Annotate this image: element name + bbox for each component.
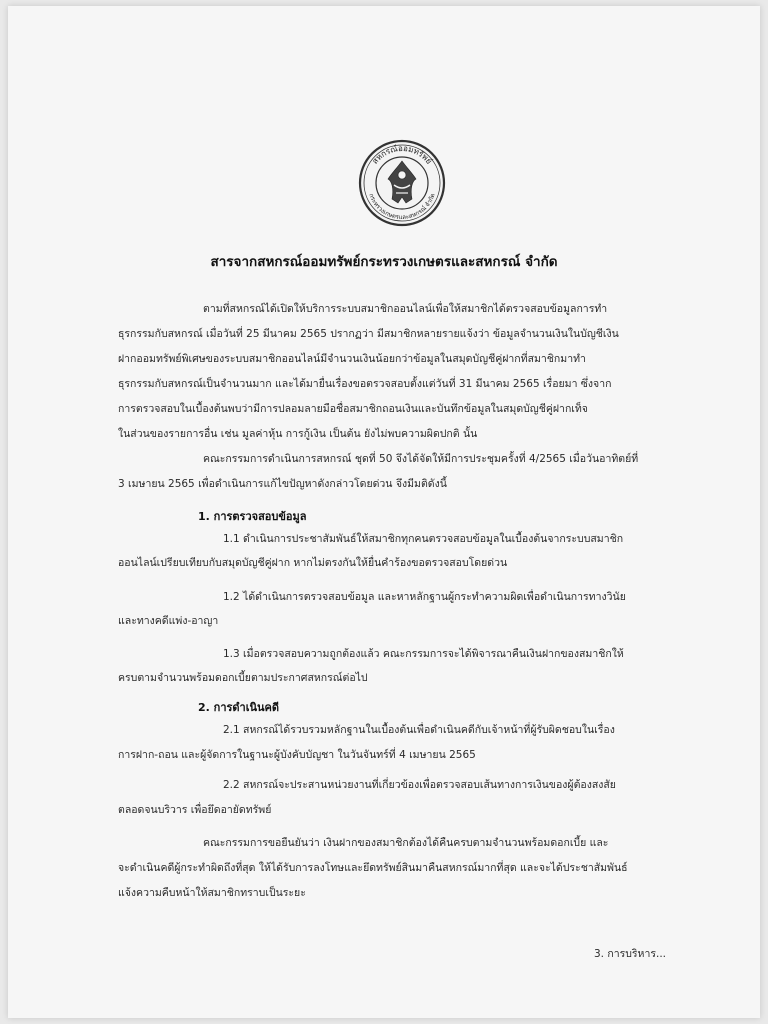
para1-line-1: ตามที่สหกรณ์ได้เปิดให้บริการระบบสมาชิกออนไลน์เพื่อให้สมาชิกได้ตรวจสอบข้อมูลการทำ [203, 303, 608, 315]
para1-line-6: ในส่วนของรายการอื่น เช่น มูลค่าหุ้น การกู้เงิน เป็นต้น ยังไม่พบความผิดปกติ นั้น [118, 428, 478, 440]
para1-line-4: ธุรกรรมกับสหกรณ์เป็นจำนวนมาก และได้มายื่นเรื่องขอตรวจสอบตั้งแต่วันที่ 31 มีนาคม 2565 เรื่อยมา ซึ่งจาก [118, 378, 612, 390]
para3-line-2: จะดำเนินคดีผู้กระทำผิดถึงที่สุด ให้ได้รับการลงโทษและยึดทรัพย์สินมาคืนสหกรณ์มากที่สุด และจะได้ประชาสัมพันธ์ [118, 862, 628, 874]
para2-line-2: 3 เมษายน 2565 เพื่อดำเนินการแก้ไขปัญหาดังกล่าวโดยด่วน จึงมีมติดังนี้ [118, 478, 447, 490]
para3-line-3: แจ้งความคืบหน้าให้สมาชิกทราบเป็นระยะ [118, 887, 306, 899]
section2-heading: 2. การดำเนินคดี [198, 701, 280, 714]
para2-line-1: คณะกรรมการดำเนินการสหกรณ์ ชุดที่ 50 จึงได้จัดให้มีการประชุมครั้งที่ 4/2565 เมื่อวันอาทิตย์ที่ [203, 453, 639, 465]
svg-text:กระทรวงเกษตรและสหกรณ์ จำกัด: กระทรวงเกษตรและสหกรณ์ จำกัด [367, 192, 437, 222]
section1-item3-line-1: 1.3 เมื่อตรวจสอบความถูกต้องแล้ว คณะกรรมการจะได้พิจารณาคืนเงินฝากของสมาชิกให้ [223, 648, 624, 660]
section1-item2-line-2: และทางคดีแพ่ง-อาญา [118, 615, 219, 627]
section1-item1-line-2: ออนไลน์เปรียบเทียบกับสมุดบัญชีคู่ฝาก หากไม่ตรงกันให้ยื่นคำร้องขอตรวจสอบโดยด่วน [118, 557, 508, 569]
para1-line-5: การตรวจสอบในเบื้องต้นพบว่ามีการปลอมลายมือชื่อสมาชิกถอนเงินและบันทึกข้อมูลในสมุดบัญชีคู่ฝากเท็จ [118, 403, 588, 415]
section1-item2-line-1: 1.2 ได้ดำเนินการตรวจสอบข้อมูล และหาหลักฐานผู้กระทำความผิดเพื่อดำเนินการทางวินัย [223, 591, 626, 603]
section2-item2-line-1: 2.2 สหกรณ์จะประสานหน่วยงานที่เกี่ยวข้องเพื่อตรวจสอบเส้นทางการเงินของผู้ต้องสงสัย [223, 779, 616, 791]
para3-line-1: คณะกรรมการขอยืนยันว่า เงินฝากของสมาชิกต้องได้คืนครบตามจำนวนพร้อมดอกเบี้ย และ [203, 837, 609, 849]
section2-item2-line-2: ตลอดจนบริวาร เพื่อยึดอายัดทรัพย์ [118, 804, 272, 816]
section1-item1-line-1: 1.1 ดำเนินการประชาสัมพันธ์ให้สมาชิกทุกคนตรวจสอบข้อมูลในเบื้องต้นจากระบบสมาชิก [223, 533, 624, 545]
section1-item3-line-2: ครบตามจำนวนพร้อมดอกเบี้ยตามประกาศสหกรณ์ต่อไป [118, 672, 368, 684]
svg-text:สหกรณ์ออมทรัพย์: สหกรณ์ออมทรัพย์ [370, 143, 434, 166]
section2-item1-line-2: การฝาก-ถอน และผู้จัดการในฐานะผู้บังคับบัญชา ในวันจันทร์ที่ 4 เมษายน 2565 [118, 749, 476, 761]
para1-line-3: ฝากออมทรัพย์พิเศษของระบบสมาชิกออนไลน์มีจำนวนเงินน้อยกว่าข้อมูลในสมุดบัญชีคู่ฝากที่สมาชิกมาทำ [118, 353, 586, 365]
document-page [8, 6, 760, 1018]
cooperative-seal-logo [358, 139, 446, 227]
section1-heading: 1. การตรวจสอบข้อมูล [198, 510, 307, 523]
para1-line-2: ธุรกรรมกับสหกรณ์ เมื่อวันที่ 25 มีนาคม 2565 ปรากฏว่า มีสมาชิกหลายรายแจ้งว่า ข้อมูลจำนวนเงินในบัญชีเงิน [118, 328, 619, 340]
section2-item1-line-1: 2.1 สหกรณ์ได้รวบรวมหลักฐานในเบื้องต้นเพื่อดำเนินคดีกับเจ้าหน้าที่ผู้รับผิดชอบในเรื่อง [223, 724, 615, 736]
continued-note: 3. การบริหาร... [594, 948, 667, 960]
document-title: สารจากสหกรณ์ออมทรัพย์กระทรวงเกษตรและสหกรณ์ จำกัด [210, 254, 558, 270]
